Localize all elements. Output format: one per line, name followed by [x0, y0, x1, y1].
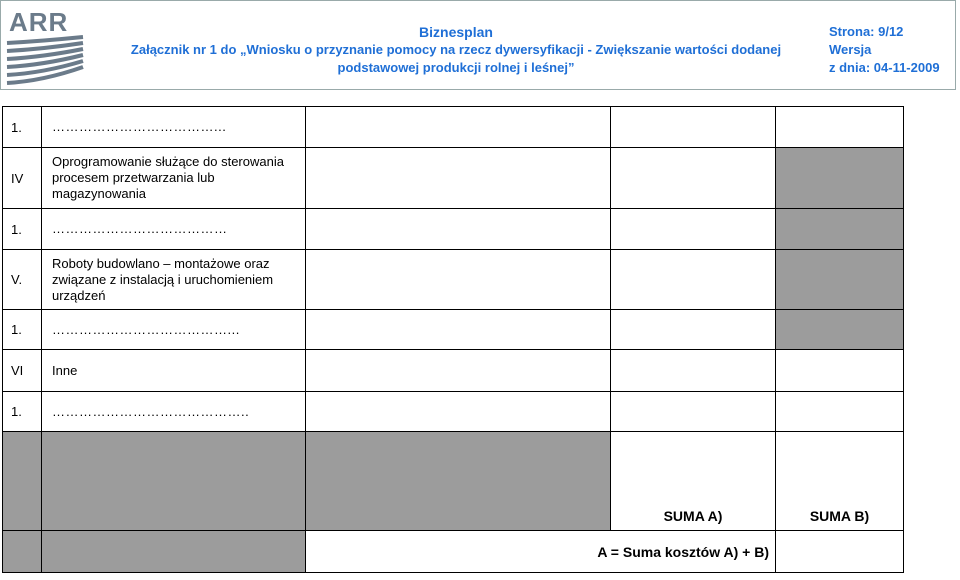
table-row	[3, 350, 904, 392]
document-subtitle-line2: podstawowej produkcji rolnej i leśnej”	[337, 60, 575, 75]
disabled-cell	[42, 531, 306, 573]
sum-b-label: SUMA B)	[809, 508, 870, 524]
table-row	[3, 148, 904, 209]
header-center	[91, 23, 821, 77]
page-number: Strona: 9/12	[829, 24, 904, 39]
version-label: Wersja	[829, 42, 872, 57]
svg-text:ARR: ARR	[9, 7, 69, 37]
disabled-cell	[3, 531, 42, 573]
value-cell[interactable]	[611, 250, 776, 310]
value-cell[interactable]	[306, 350, 611, 392]
document-header	[0, 0, 956, 90]
table-row	[3, 310, 904, 350]
value-cell[interactable]	[306, 310, 611, 350]
disabled-cell	[42, 432, 306, 485]
table-row	[3, 531, 904, 573]
value-cell[interactable]	[306, 107, 611, 148]
row-text: Inne	[42, 350, 306, 392]
value-cell[interactable]	[776, 392, 904, 432]
row-number: VI	[3, 350, 42, 392]
row-number: 1.	[3, 107, 42, 148]
value-cell[interactable]	[306, 392, 611, 432]
total-label: A = Suma kosztów A) + B)	[306, 531, 776, 573]
value-cell[interactable]	[611, 392, 776, 432]
row-text: Roboty budowlano – montażowe oraz związane z instalacją i uruchomieniem urządzeń	[42, 250, 306, 310]
value-cell[interactable]	[611, 148, 776, 209]
row-text: ………………………………...	[42, 107, 306, 148]
disabled-cell	[3, 432, 42, 485]
row-text: …………………………………...	[42, 310, 306, 350]
row-text: ……………………………………..	[42, 392, 306, 432]
cost-table	[2, 106, 904, 573]
value-cell[interactable]	[306, 250, 611, 310]
table-row	[3, 107, 904, 148]
disabled-cell	[776, 148, 904, 209]
sum-a-label: SUMA A)	[663, 508, 723, 524]
document-subtitle-line1: Załącznik nr 1 do „Wniosku o przyznanie pomocy na rzecz dywersyfikacji - Zwiększanie wartości dodanej	[130, 42, 782, 57]
table-row	[3, 432, 904, 485]
disabled-cell	[306, 432, 611, 485]
disabled-cell	[776, 250, 904, 310]
row-text: …………………………………	[42, 209, 306, 250]
table-row	[3, 209, 904, 250]
disabled-cell	[3, 485, 42, 531]
total-value-cell[interactable]	[776, 531, 904, 573]
value-cell[interactable]	[776, 350, 904, 392]
arr-logo	[3, 3, 87, 89]
value-cell[interactable]	[611, 107, 776, 148]
disabled-cell	[42, 485, 306, 531]
value-cell[interactable]	[776, 107, 904, 148]
table-row	[3, 250, 904, 310]
row-number: 1.	[3, 209, 42, 250]
table-row	[3, 392, 904, 432]
disabled-cell	[776, 209, 904, 250]
disabled-cell	[776, 310, 904, 350]
value-cell[interactable]	[611, 310, 776, 350]
disabled-cell	[306, 485, 611, 531]
document-title: Biznesplan	[419, 24, 493, 40]
row-text: Oprogramowanie służące do sterowania procesem przetwarzania lub magazynowania	[42, 148, 306, 209]
version-date: z dnia: 04-11-2009	[829, 60, 940, 75]
value-cell[interactable]	[611, 350, 776, 392]
row-number: V.	[3, 250, 42, 310]
row-number: 1.	[3, 392, 42, 432]
row-number: 1.	[3, 310, 42, 350]
sum-b-cell[interactable]	[776, 432, 904, 531]
value-cell[interactable]	[306, 148, 611, 209]
header-meta	[829, 23, 957, 77]
value-cell[interactable]	[306, 209, 611, 250]
sum-a-cell[interactable]	[611, 432, 776, 531]
row-number: IV	[3, 148, 42, 209]
value-cell[interactable]	[611, 209, 776, 250]
